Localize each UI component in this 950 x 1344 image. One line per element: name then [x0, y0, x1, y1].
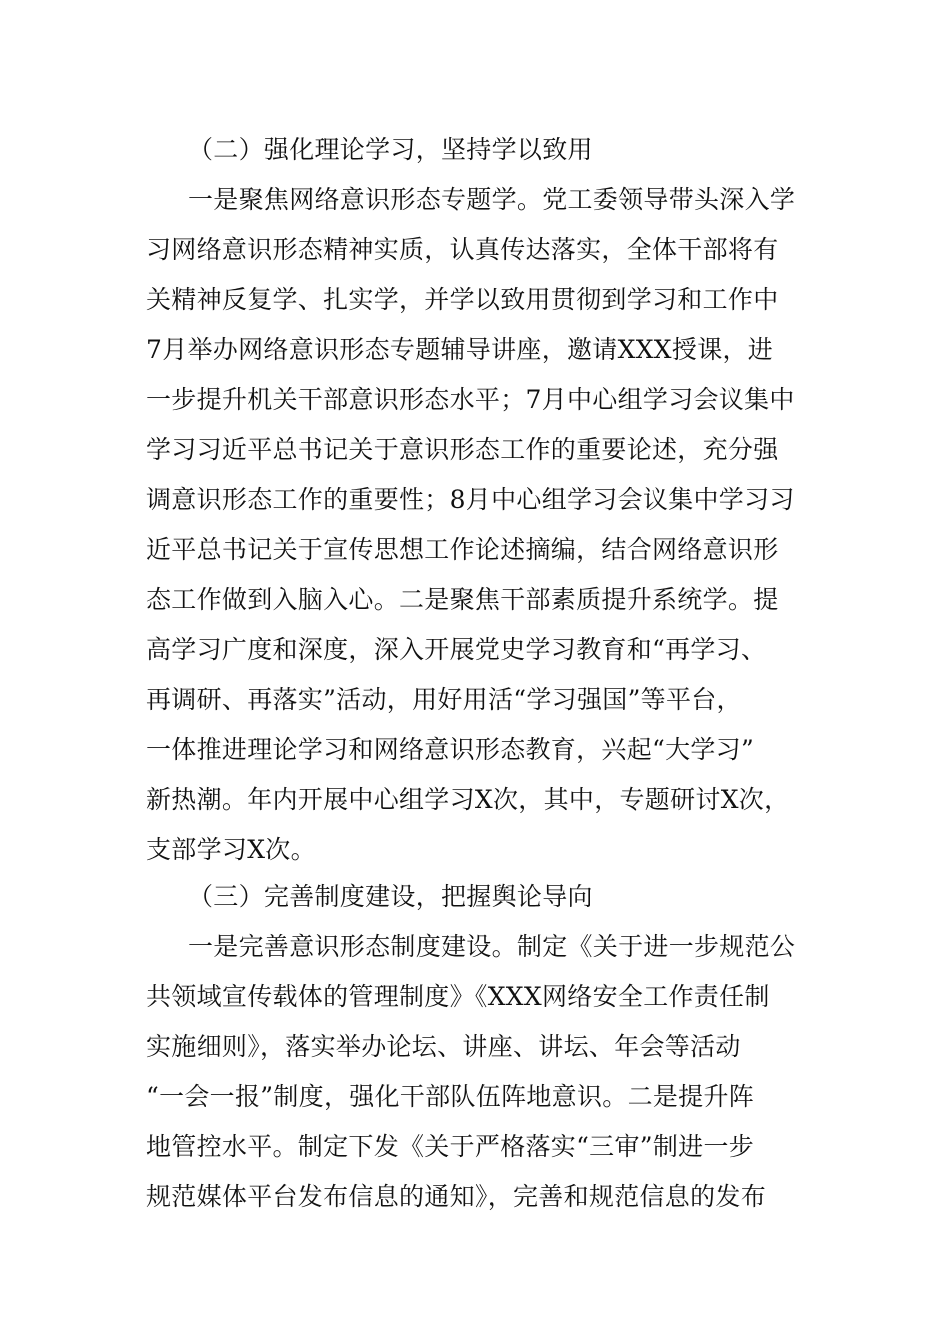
- paragraph-line: 7月举办网络意识形态专题辅导讲座，邀请XXX授课，进: [146, 335, 774, 364]
- paragraph-line: 学习习近平总书记关于意识形态工作的重要论述，充分强: [146, 435, 779, 464]
- paragraph-line: 态工作做到入脑入心。二是聚焦干部素质提升系统学。提: [146, 585, 779, 614]
- paragraph-line: 一步提升机关干部意识形态水平；7月中心组学习会议集中: [146, 385, 795, 414]
- paragraph-line: 调意识形态工作的重要性；8月中心组学习会议集中学习习: [146, 485, 795, 514]
- paragraph-line: 共领域宣传载体的管理制度》《XXX网络安全工作责任制: [146, 982, 770, 1011]
- paragraph-line: “一会一报”制度，强化干部队伍阵地意识。二是提升阵: [146, 1082, 755, 1111]
- paragraph-line: 一是聚焦网络意识形态专题学。党工委领导带头深入学: [188, 185, 796, 214]
- paragraph-line: 习网络意识形态精神实质，认真传达落实，全体干部将有: [146, 235, 779, 264]
- paragraph-line: 支部学习X次。: [146, 835, 316, 864]
- paragraph-line: 高学习广度和深度，深入开展党史学习教育和“再学习、: [146, 635, 767, 664]
- section-heading-2: （二）强化理论学习，坚持学以致用: [188, 135, 593, 164]
- paragraph-line: 新热潮。年内开展中心组学习X次，其中，专题研讨X次，: [146, 785, 790, 814]
- paragraph-line: 关精神反复学、扎实学，并学以致用贯彻到学习和工作中: [146, 285, 779, 314]
- paragraph-line: 一体推进理论学习和网络意识形态教育，兴起“大学习”: [146, 735, 755, 764]
- paragraph-line: 再调研、再落实”活动，用好用活“学习强国”等平台，: [146, 685, 742, 714]
- paragraph-line: 地管控水平。制定下发《关于严格落实“三审”制进一步: [146, 1132, 755, 1161]
- paragraph-line: 一是完善意识形态制度建设。制定《关于进一步规范公: [188, 932, 796, 961]
- paragraph-line: 近平总书记关于宣传思想工作论述摘编，结合网络意识形: [146, 535, 779, 564]
- paragraph-line: 实施细则》，落实举办论坛、讲座、讲坛、年会等活动: [146, 1032, 741, 1061]
- section-heading-3: （三）完善制度建设，把握舆论导向: [188, 882, 593, 911]
- paragraph-line: 规范媒体平台发布信息的通知》，完善和规范信息的发布: [146, 1182, 767, 1211]
